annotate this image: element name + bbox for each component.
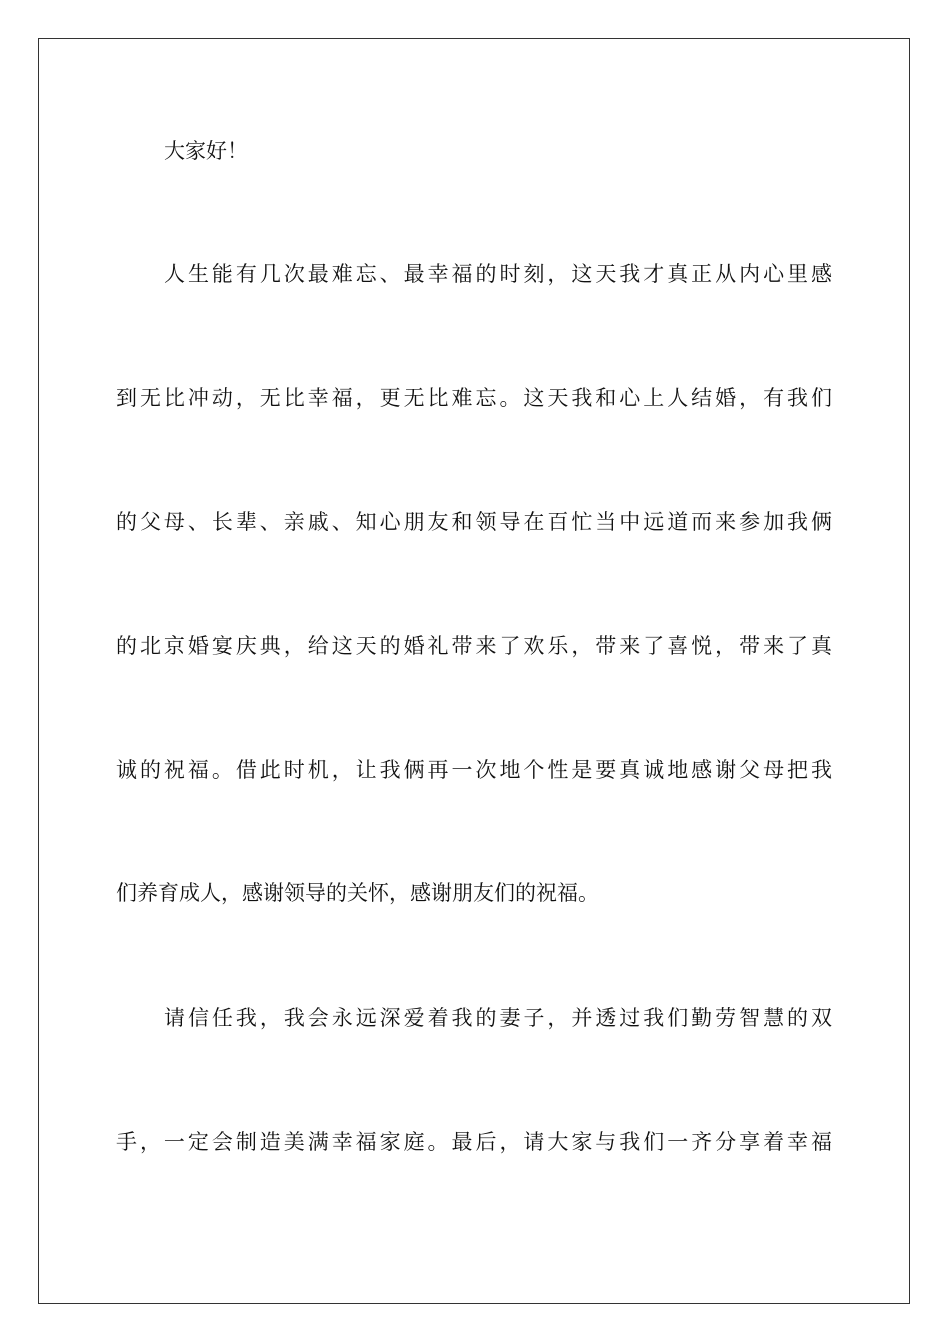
paragraph-1-line-2: 到无比冲动，无比幸福，更无比难忘。这天我和心上人结婚，有我们 xyxy=(116,386,832,410)
paragraph-2-line-1: 请信任我，我会永远深爱着我的妻子，并透过我们勤劳智慧的双 xyxy=(164,1006,832,1030)
paragraph-1-line-5: 诚的祝福。借此时机，让我俩再一次地个性是要真诚地感谢父母把我 xyxy=(116,758,832,782)
paragraph-1-line-3: 的父母、长辈、亲戚、知心朋友和领导在百忙当中远道而来参加我俩 xyxy=(116,510,832,534)
greeting-line: 大家好！ xyxy=(164,139,248,163)
paragraph-1-line-6: 们养育成人，感谢领导的关怀，感谢朋友们的祝福。 xyxy=(116,881,599,905)
paragraph-1-line-1: 人生能有几次最难忘、最幸福的时刻，这天我才真正从内心里感 xyxy=(164,262,832,286)
paragraph-1-line-4: 的北京婚宴庆典，给这天的婚礼带来了欢乐，带来了喜悦，带来了真 xyxy=(116,634,832,658)
paragraph-2-line-2: 手，一定会制造美满幸福家庭。最后，请大家与我们一齐分享着幸福 xyxy=(116,1130,832,1154)
page-frame xyxy=(38,38,910,1304)
